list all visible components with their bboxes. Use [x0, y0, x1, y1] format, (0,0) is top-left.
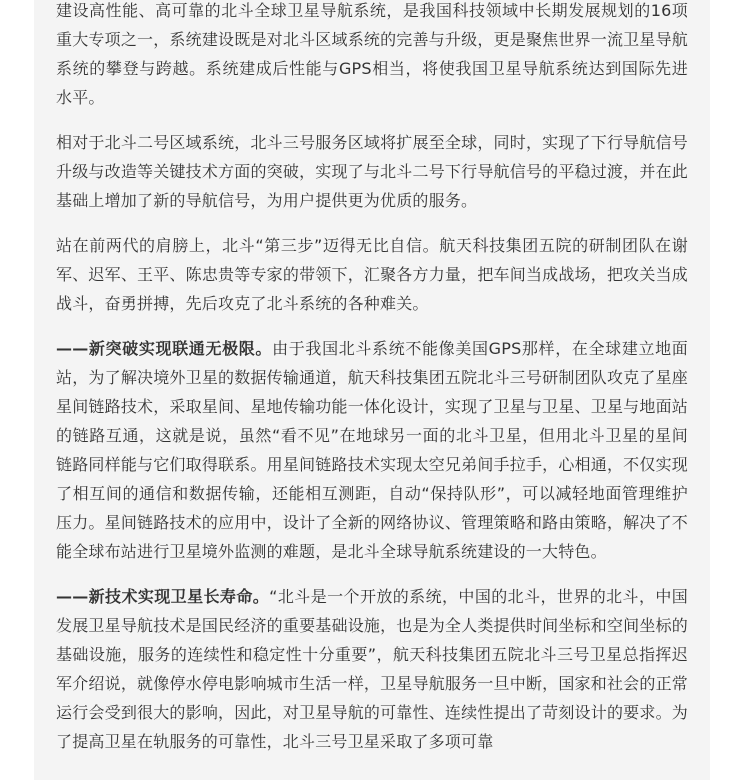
paragraph-text: 建设高性能、高可靠的北斗全球卫星导航系统，是我国科技领域中长期发展规划的16项重大专项之一，系统建设既是对北斗区域系统的完善与升级，更是聚焦世界一流卫星导航系统的攀登与跨越。系统建成后性能与GPS相当，将使我国卫星导航系统达到国际先进水平。: [56, 1, 688, 107]
paragraph-lead-heading: ——新技术实现卫星长寿命。: [56, 587, 270, 606]
paragraph-text: “北斗是一个开放的系统，中国的北斗，世界的北斗，中国发展卫星导航技术是国民经济的重要基础设施，也是为全人类提供时间坐标和空间坐标的基础设施，服务的连续性和稳定性十分重要”，航天科技集团五院北斗三号卫星总指挥迟军介绍说，就像停水停电影响城市生活一样，卫星导航服务一旦中断，国家和社会的正常运行会受到很大的影响，因此，对卫星导航的可靠性、连续性提出了苛刻设计的要求。为了提高卫星在轨服务的可靠性，北斗三号卫星采取了多项可靠: [56, 587, 688, 751]
paragraph-text: 由于我国北斗系统不能像美国GPS那样，在全球建立地面站，为了解决境外卫星的数据传输通道，航天科技集团五院北斗三号研制团队攻克了星座星间链路技术，采取星间、星地传输功能一体化设计，实现了卫星与卫星、卫星与地面站的链路互通，这就是说，虽然“看不见”在地球另一面的北斗卫星，但用北斗卫星的星间链路同样能与它们取得联系。用星间链路技术实现太空兄弟间手拉手，心相通，不仅实现了相互间的通信和数据传输，还能相互测距，自动“保持队形”，可以减轻地面管理维护压力。星间链路技术的应用中，设计了全新的网络协议、管理策略和路由策略，解决了不能全球布站进行卫星境外监测的难题，是北斗全球导航系统建设的一大特色。: [56, 339, 689, 561]
paragraph-text: 站在前两代的肩膀上，北斗“第三步”迈得无比自信。航天科技集团五院的研制团队在谢军、迟军、王平、陈忠贵等专家的带领下，汇聚各方力量，把车间当成战场，把攻关当成战斗，奋勇拼搏，先后攻克了北斗系统的各种难关。: [56, 236, 688, 313]
paragraph-5: [56, 582, 688, 756]
article-body: [34, 0, 710, 780]
paragraph-2: [56, 128, 688, 215]
paragraph-4: [56, 334, 688, 566]
paragraph-lead-heading: ——新突破实现联通无极限。: [56, 339, 273, 358]
paragraph-1: [56, 0, 688, 112]
paragraph-3: [56, 231, 688, 318]
paragraph-text: 相对于北斗二号区域系统，北斗三号服务区域将扩展至全球，同时，实现了下行导航信号升级与改造等关键技术方面的突破，实现了与北斗二号下行导航信号的平稳过渡，并在此基础上增加了新的导航信号，为用户提供更为优质的服务。: [56, 133, 688, 210]
